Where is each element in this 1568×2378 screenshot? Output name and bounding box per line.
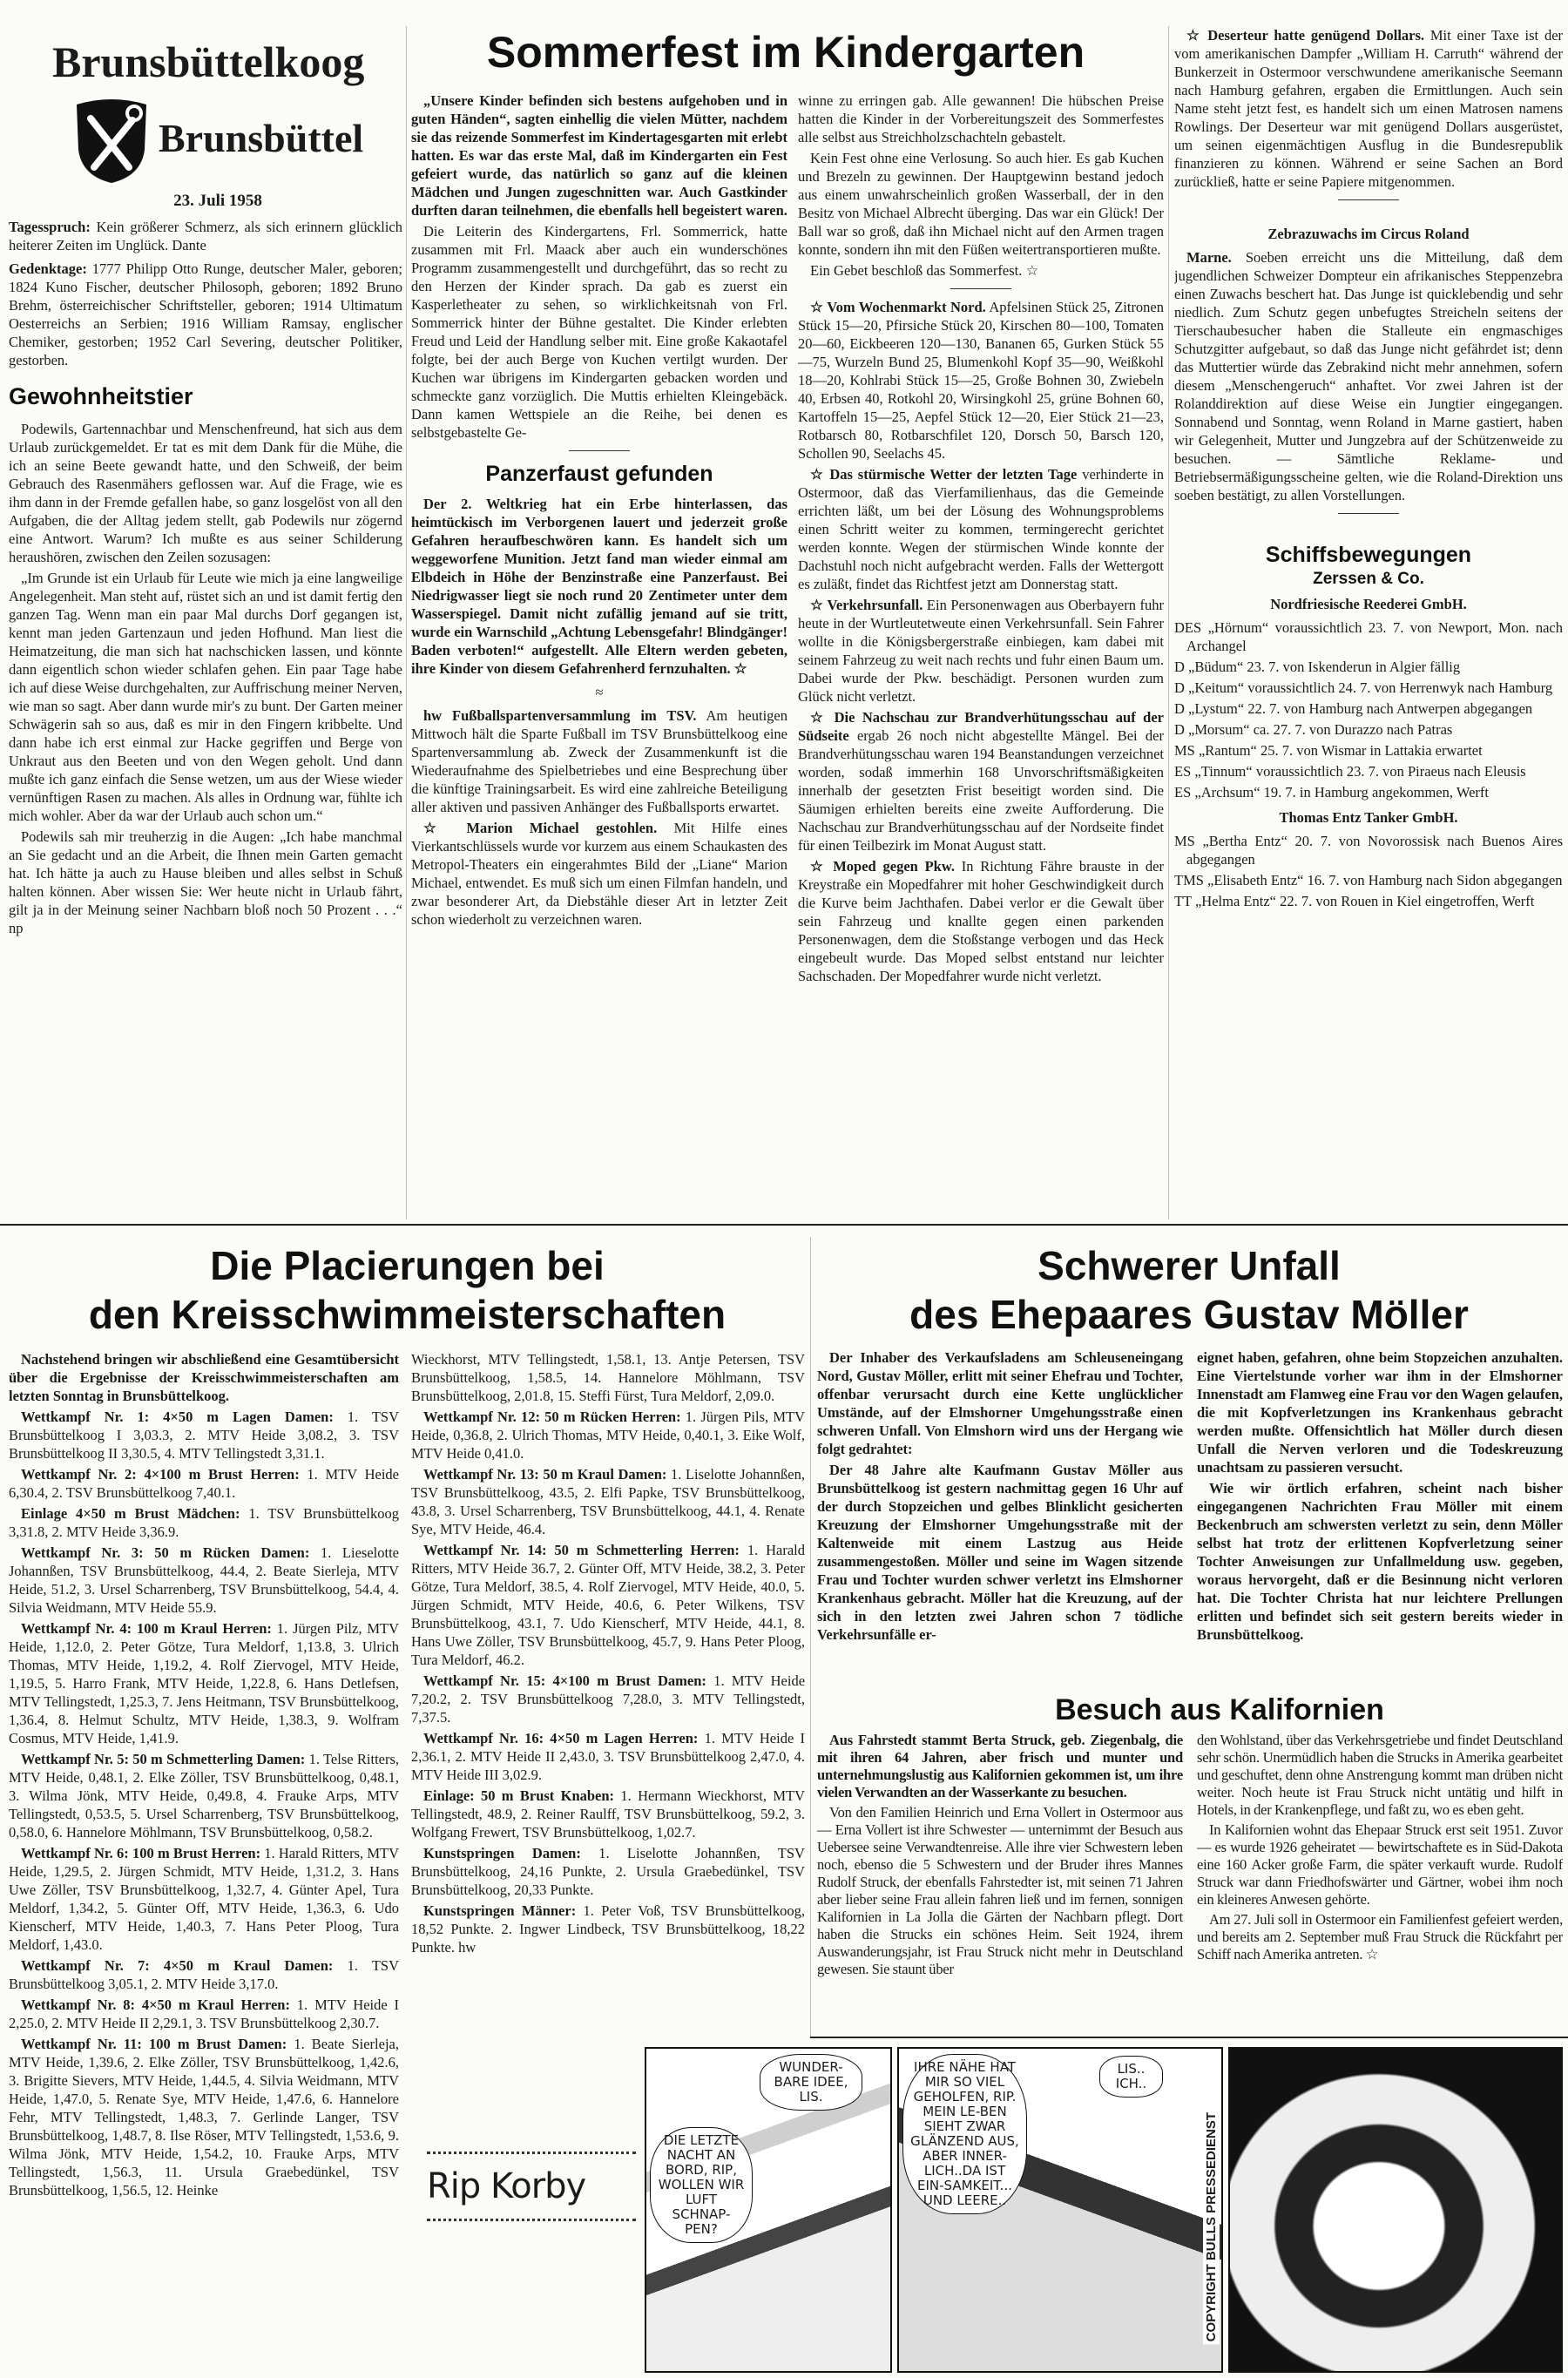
section-divider xyxy=(0,1224,1568,1226)
event-results: 1. TSV Brunsbüttelkoog I 3,03.3, 2. MTV Heide 3,08.2, 3. TSV Brunsbüttelkoog II 3,30.5, 4. MTV Tellingstedt 3,31.1. xyxy=(9,1409,399,1462)
ship-entry: TT „Helma Entz“ 22. 7. von Rouen in Kiel eingetroffen, Werft xyxy=(1174,893,1535,909)
ornament-rule xyxy=(427,2219,636,2221)
article-title-zebra: Zebrazuwachs im Circus Roland xyxy=(1267,226,1470,242)
column-1 xyxy=(9,218,402,1215)
event-title: Einlage 4×50 m Brust Mädchen: xyxy=(21,1505,240,1522)
coat-of-arms-icon xyxy=(71,98,152,185)
ship-entry: TMS „Elisabeth Entz“ 16. 7. von Hamburg nach Sidon abgegangen xyxy=(1174,872,1563,888)
headline-line: den Kreisschwimmeisterschaften xyxy=(88,1292,727,1337)
event-title: Wettkampf Nr. 16: 4×50 m Lagen Herren: xyxy=(423,1730,699,1746)
event-results: 1. Liselotte Johannßen, TSV Brunsbüttelkoog, 24,16 Punkte, 2. Ursula Graebedünkel, TSV Brunsbüttelkoog, 20,33 Punkte. xyxy=(411,1845,805,1898)
ship-entry: ES „Tinnum“ voraussichtlich 23. 7. von Piraeus nach Eleusis xyxy=(1174,763,1526,780)
ship-entry: D „Büdum“ 23. 7. von Iskenderun in Algier fällig xyxy=(1174,659,1461,675)
dateline: Marne. xyxy=(1186,249,1232,266)
event-title: Wettkampf Nr. 5: 50 m Schmetterling Damen: xyxy=(21,1751,306,1767)
event-title: Wettkampf Nr. 3: 50 m Rücken Damen: xyxy=(21,1544,310,1561)
brief-text: ergab 26 noch nicht abgestellte Mängel. Bei der Brandverhütungsschau waren 194 Beanstandungen verzeichnet worden, sodaß immerhin 168 Unvorschriftsmäßigkeiten innerhalb der gesetzten Frist beseitigt worden sind. Die Säumigen erhielten bereits eine zweite Aufforderung. Die Nachschau zur Brandverhütungsschau auf der Nordseite findet für einen Teilbezirk im Monat August statt. xyxy=(798,727,1164,854)
comic-panel-3 xyxy=(1228,2047,1563,2373)
brief-head: ☆ Vom Wochenmarkt Nord. xyxy=(810,299,986,315)
column-3 xyxy=(798,91,1164,1215)
comic-title-block xyxy=(427,2152,636,2221)
masthead-line2: Brunsbüttel xyxy=(159,116,364,160)
paragraph: Die Leiterin des Kindergartens, Frl. Sommerrick, hatte zusammen mit Frl. Maack aber auch ein wunderschönes Programm zusammengestellt und durchgeführt, das so recht zu den Herzen der Kinder sprach. Da gab es zuerst ein Kasperletheater zu sehen, so wirklichkeitsnah von Frl. Sommerrick hinter der Bühne gestaltet. Die Kinder erlebten Freud und Leid der Handlung selber mit. Eine große Kakaotafel folgte, bei der auch Berge von Kuchen vertilgt wurden. Der Kuchen war übrigens im Kindergarten gebacken worden und schmeckte ganz vorzüglich. Die Muttis erhielten Kleingebäck. Dann kamen Wettspiele an die Reihe, bei denen es selbstgebastelte Ge- xyxy=(411,223,787,441)
brief-head: hw Fußballspartenversammlung im TSV. xyxy=(423,707,697,724)
event-results: 1. Beate Sierleja, MTV Heide, 1,39.6, 2. Elke Zöller, TSV Brunsbüttelkoog, 1,42.6, 3. Brigitte Sievers, MTV Heide, 1,44.5, 4. Silvia Weidmann, MTV Heide, 1,47.0, 5. Renate Sye, MTV Heide, 1,47.6, 6. Hannelore Fehr, MTV Tellingstedt, 1,48.3, 7. Gerlinde Langer, TSV Brunsbüttelkoog, 1,48.7, 8. Ilse Röser, MTV Tellingstedt, 1,53.6, 9. Wilma Jönk, MTV Heide, 1,54.2, 10. Frauke Arps, MTV Tellingstedt, 1,56.3, 11. Ursula Graebedünkel, TSV Brunsbüttelkoog, 1,56.5, 12. Heinke xyxy=(9,2036,399,2199)
brief-head: ☆ Das stürmische Wetter der letzten Tage xyxy=(810,466,1078,483)
paragraph: Von den Familien Heinrich und Erna Vollert in Ostermoor aus — Erna Vollert ist ihre Schwester — unternimmt der Besuch aus Uebersee seine Verwandtenreise. Alle ihre vier Schwestern leben noch, ebenso die 5 Schwestern und der Bruder ihres Mannes Rudolf Struck, der ebenfalls Fahrstedter ist, mit seinen 71 Jahren aber lieber seine Frau allein fahren ließ und im fernen, sonnigen Kalifornien in La Jolla die Gärten der Nachbarn pflegt. Dort haben die Strucks ein schönes Heim. Seit 1924, ihrem Auswanderungsjahr, ist Frau Struck nicht mehr in Deutschland gewesen. Sie staunt über xyxy=(817,1804,1183,1977)
unfall-column-b xyxy=(1197,1348,1563,1690)
paragraph: Der 48 Jahre alte Kaufmann Gustav Möller aus Brunsbüttelkoog ist gestern nachmittag gegen 16 Uhr auf der durch Stopzeichen und gelbes Blinklicht gesicherten Kreuzung der Elmshorner Umgehungsstraße mit der Kaltenweide mit einem Lastzug aus Heide zusammengestoßen. Möller und seine im Wagen sitzende Frau und Tochter wurden schwer verletzt ins Elmshorner Krankenhaus gebracht. Möller hat die Kreuzung, auf der sich in den letzten zwei Jahren schon 7 tödliche Verkehrsunfälle er- xyxy=(817,1462,1183,1643)
headline-line: des Ehepaares Gustav Möller xyxy=(909,1292,1469,1337)
event-title: Wettkampf Nr. 1: 4×50 m Lagen Damen: xyxy=(21,1409,334,1425)
paragraph: Podewils, Gartennachbar und Menschenfreund, hat sich aus dem Urlaub zurückgemeldet. Er tat es mit dem Dank für die Mühe, die ich an seine Beete gewandt hatte, und den Schweiß, der beim Gebrauch des Rasenmähers geflossen war. Auf die Frage, wie es ihm dann in der Fremde gefallen habe, so ganz losgelöst von all den Aufgaben, die der Alltag jedem stellt, gab Podewils nur zögernd eine Antwort. Warum? Ich mußte es aus seiner Schilderung heraushören, zwischen den Zeilen sozusagen: xyxy=(9,421,402,565)
brief-text: Apfelsinen Stück 25, Zitronen Stück 15—20, Pfirsiche Stück 20, Kirschen 80—100, Tomaten 20—60, Eickbeeren 120—130, Bananen 65, Gurken Stück 55—75, Wurzeln Bund 25, Blumenkohl Kopf 35—90, Weißkohl 18—20, Kohlrabi Stück 15—25, Große Bohnen 30, Zwiebeln 40, Erbsen 40, Rotkohl 20, Wirsingkohl 25, grüne Bohnen 60, Kartoffeln 15—25, Aepfel Stück 12—20, Eier Stück 21—23, Rotbarsch 80, Rotbarschfilet 120, Dorsch 50, Barsch 120, Schollen 90, Seelachs 45. xyxy=(798,299,1164,462)
section-divider xyxy=(810,2037,1568,2038)
event-title: Wettkampf Nr. 11: 100 m Brust Damen: xyxy=(21,2036,287,2052)
paragraph: Am 27. Juli soll in Ostermoor ein Familienfest gefeiert werden, und bereits am 2. September muß Frau Struck die Rückfahrt per Schiff nach Amerika antreten. ☆ xyxy=(1197,1911,1563,1963)
brief-text: Mit einer Taxe ist der vom amerikanischen Dampfer „William H. Carruth“ während der Bunkerzeit in Ostermoor verschwundene amerikanische Seemann nach Hamburg gefahren, ergaben die Ermittlungen. Auch sein Name steht jetzt fest, es handelt sich um einen Matrosen namens Rowlings. Der Deserteur war mit genügend Dollars ausgerüstet, um seinen eigenmächtigen Ausflug in die Bundesrepublik finanzieren zu können. Während er seine Sachen an Bord zurückließ, hatte er seine Papiere mitgenommen. xyxy=(1174,27,1563,190)
ship-list-1 xyxy=(1174,618,1563,801)
event-results: 1. Harald Ritters, MTV Heide 36.7, 2. Günter Off, MTV Heide, 38.2, 3. Peter Götze, Tura Meldorf, 38.5, 4. Rolf Ziervogel, MTV Heide, 40.0, 5. Jürgen Schmidt, MTV Heide, 40.6, 6. Peter Wilkens, TSV Brunsbüttelkoog, 43.1, 7. Udo Kienscherf, MTV Heide, 44.1, 8. Hans Uwe Zöller, TSV Brunsbüttelkoog, 45.7, 9. Hans Peter Ploog, Tura Meldorf, 46.2. xyxy=(411,1542,805,1668)
event-title: Kunstspringen Männer: xyxy=(423,1902,577,1919)
event-results: 1. Jürgen Pils, MTV Heide, 0,36.8, 2. Ulrich Thomas, MTV Heide, 0,40.1, 3. Eike Wolf, MTV Heide 0,41.0. xyxy=(411,1409,805,1462)
comic-title: Rip Korby xyxy=(427,2166,586,2206)
brief-text: Ein Personenwagen aus Oberbayern fuhr heute in der Wurtleutetweute einen Verkehrsunfall. Sein Fahrer wollte in die Königsbergerstraße einbiegen, kam dabei mit seinem Fahrzeug zu weit nach rechts und fuhr einen Baum um. Dabei wurde der Pkw. beschädigt. Personen wurden zum Glück nicht verletzt. xyxy=(798,597,1164,705)
comic-panel-2 xyxy=(897,2047,1223,2373)
headline-placierungen xyxy=(9,1241,806,1339)
gedenktage-text: 1777 Philipp Otto Runge, deutscher Maler, geboren; 1824 Kuno Fischer, deutscher Philosoph, geboren; 1892 Bruno Brehm, österreichischer Schriftsteller, geboren; 1914 Ultimatum Oesterreichs an Serbien; 1916 William Ramsay, englischer Chemiker, gestorben; 1952 Carl Severing, deutscher Politiker, gestorben. xyxy=(9,260,402,368)
event-results: 1. TSV Brunsbüttelkoog 3,05.1, 2. MTV Heide 3,17.0. xyxy=(9,1957,399,1992)
panzerfaust-text: Der 2. Weltkrieg hat ein Erbe hinterlassen, das heimtückisch im Verborgenen lauert und jederzeit große Gefahren heraufbeschwören kann. Es handelt sich um weggeworfene Munition. Jetzt fand man wieder einmal am Elbdeich in Höhe der Benzinstraße eine Panzerfaust. Bei Niedrigwasser liegt sie noch rund 20 Zentimeter unter dem Wasserspiegel. Damit nicht zufällig jemand auf sie tritt, wurde ein Warnschild „Achtung Lebensgefahr! Blindgänger! Baden verboten!“ aufgestellt. Alle Eltern werden gebeten, ihre Kinder von diesem Gefahrenherd fernzuhalten. ☆ xyxy=(411,496,787,677)
speech-bubble: LIS.. ICH.. xyxy=(1099,2056,1163,2098)
reederei-heading: Nordfriesische Reederei GmbH. xyxy=(1270,596,1467,612)
brief-head: ☆ Deserteur hatte genügend Dollars. xyxy=(1186,27,1425,44)
event-results: 1. Liselotte Johannßen, TSV Brunsbüttelkoog, 43.5, 2. Elfi Papke, TSV Brunsbüttelkoog, 43.8, 3. Ursel Scharrenberg, TSV Brunsbüttelkoog, 44.1, 4. Renate Sye, MTV Heide, 46.4. xyxy=(411,1466,805,1537)
ship-entry: DES „Hörnum“ voraussichtlich 23. 7. von Newport, Mon. nach Archangel xyxy=(1174,619,1563,654)
ships-subtitle: Zerssen & Co. xyxy=(1313,570,1424,588)
event-title: Wettkampf Nr. 15: 4×100 m Brust Damen: xyxy=(423,1672,706,1689)
brief-head: ☆ Die Nachschau zur Brandverhütungsschau auf der Südseite xyxy=(798,709,1164,744)
headline-sommerfest: Sommerfest im Kindergarten xyxy=(486,28,1085,77)
event-results: 1. MTV Heide 7,20.2, 2. TSV Brunsbüttelkoog 7,28.0, 3. MTV Tellingstedt, 7,37.5. xyxy=(411,1672,805,1726)
paragraph: „Im Grunde ist ein Urlaub für Leute wie mich ja eine langweilige Angelegenheit. Man steht auf, rüstet sich an und ist damit fertig den ganzen Tag. Wenn man ein paar Mal durchs Dorf gegangen ist, kennt man jeden Gartenzaun und jeden Hofhund. Man liest die Heimatzeitung, die man sich hat nachschicken lassen, und könnte dann eigentlich schon wieder schlafen gehen. Ein paar Tage habe ich auf diese Weise durchgehalten, zur Auffrischung meiner Nerven, wie man so sagt. Aber dann wurde mir's zu bunt. Der Garten meiner Schwägerin sah so aus, daß es mir in den Fingern kribbelte. Und dann habe ich erst einmal zur Hacke gegriffen und Berge von Unkraut aus den Beeten und von den Wegen geholt. Und dann mußte ich ganz einfach die Sense wetzen, um aus der Wiese wieder vernünftigen Rasen zu machen. Als alles in Ordnung war, fühlte ich mich wohler. Aber da war der Urlaub auch schon um.“ xyxy=(9,570,402,824)
ornament-rule xyxy=(427,2152,636,2154)
event-results: 1. Jürgen Pilz, MTV Heide, 1,12.0, 2. Peter Götze, Tura Meldorf, 1,13.8, 3. Ulrich Thomas, MTV Heide, 1,19.2, 4. Rolf Ziervogel, MTV Heide, 1,19.5, 5. Harro Frank, MTV Heide, 1,22.8, 6. Hans Detlefsen, MTV Tellingstedt, 1,25.3, 7. Jens Heitmann, TSV Brunsbüttelkoog, 1,36.4, 8. Helmut Schultz, MTV Heide, 1,38.3, 9. Wolfram Cosmus, MTV Heide, 1,41.9. xyxy=(9,1620,399,1746)
event-title: Wettkampf Nr. 8: 4×50 m Kraul Herren: xyxy=(21,1996,290,2013)
column-divider xyxy=(406,26,407,1219)
brief-text: Mit Hilfe eines Vierkantschlüssels wurde vor kurzem aus einem Schaukasten des Metropol-Theaters ein eingerahmtes Bild der „Liane“ Marion Michael, entwendet. Es muß sich um einen Filmfan handeln, und zwar besonderer Art, da Diebstähle dieser Art in letzter Zeit schon wiederholt zu verzeichnen waren. xyxy=(411,820,787,928)
tagesspruch-text: Kein größerer Schmerz, als sich erinnern glücklich heiterer Zeiten im Unglück. Dante xyxy=(9,219,402,253)
swim-column-b xyxy=(411,1350,805,2108)
event-title: Wettkampf Nr. 2: 4×100 m Brust Herren: xyxy=(21,1466,300,1483)
column-2 xyxy=(411,91,787,1215)
besuch-column-a xyxy=(817,1732,1183,2032)
reederei-heading: Thomas Entz Tanker GmbH. xyxy=(1279,809,1458,826)
swim-column-a xyxy=(9,1350,399,2374)
event-results: 1. Telse Ritters, MTV Heide, 0,48.1, 2. Elke Zöller, TSV Brunsbüttelkoog, 0,48.1, 3. Wilma Jönk, MTV Heide, 0,49.8, 4. Frauke Arps, MTV Tellingstedt, 0,53.5, 5. Ursel Scharrenberg, TSV Brunsbüttelkoog, 0,58.0, 6. Hannelore Möhlmann, TSV Brunsbüttelkoog, 0,58.2. xyxy=(9,1751,399,1841)
headline-line: Schwerer Unfall xyxy=(1037,1243,1341,1288)
unfall-column-a xyxy=(817,1348,1183,1690)
brief-text: verhinderte in Ostermoor, daß das Vierfamilienhaus, das die Gemeinde errichten läßt, um bei der Lösung des Wohnungsproblems einen Schritt weiter zu kommen, termingerecht gerichtet werden konnte. Wegen der stürmischen Winde konnte der Dachstuhl noch nicht aufgebracht werden. Falls der Wettergott es zuläßt, findet das Richtfest jetzt am Donnerstag statt. xyxy=(798,466,1164,592)
speech-bubble: WUNDER-BARE IDEE, LIS. xyxy=(760,2054,862,2111)
event-title: Wettkampf Nr. 4: 100 m Kraul Herren: xyxy=(21,1620,272,1637)
paragraph: eignet haben, gefahren, ohne beim Stopzeichen anzuhalten. Eine Viertelstunde vorher war ihm in der Elmshorner Innenstadt am Flamweg eine Frau vor den Wagen gelaufen, die mit Kopfverletzungen ins Krankenhaus gebracht werden mußte. Offensichtlich hat Möller durch diesen Unfall die Nerven verloren und die Todeskreuzung unachtsam zu passieren versucht. xyxy=(1197,1349,1563,1476)
event-title: Kunstspringen Damen: xyxy=(423,1845,581,1861)
comic-panel-1 xyxy=(645,2047,892,2373)
event-title: Wettkampf Nr. 13: 50 m Kraul Damen: xyxy=(423,1466,667,1483)
event-title: Wettkampf Nr. 14: 50 m Schmetterling Herren: xyxy=(423,1542,740,1558)
brief-text: Am heutigen Mittwoch hält die Sparte Fußball im TSV Brunsbüttelkoog eine Spartenversammlung ab. Zweck der Zusammenkunft ist die Wiederaufnahme des Spielbetriebes und eine Besprechung über die künftige Trainingsarbeit. Es wird eine zahlreiche Beteiligung aller aktiven und passiven Anhänger des Fußballsports erwartet. xyxy=(411,707,787,815)
ship-entry: ES „Archsum“ 19. 7. in Hamburg angekommen, Werft xyxy=(1174,784,1489,801)
ship-entry: D „Lystum“ 22. 7. von Hamburg nach Antwerpen abgegangen xyxy=(1174,700,1533,717)
column-divider xyxy=(1168,26,1169,1219)
headline-unfall xyxy=(814,1241,1564,1339)
paragraph: winne zu erringen gab. Alle gewannen! Die hübschen Preise hatten die Kinder in der Vorbereitungszeit des Sommerfestes alle selbst aus Streichholzschachteln gebastelt. xyxy=(798,92,1164,145)
event-results: 1. Harald Ritters, MTV Heide, 1,29.5, 2. Jürgen Schmidt, MTV Heide, 1,31.2, 3. Hans Uwe Zöller, TSV Brunsbüttelkoog, 1,32.7, 4. Günter Apel, Tura Meldorf, 1,34.2, 5. Günter Off, MTV Heide, 1,36.3, 6. Udo Kienscherf, MTV Heide, 1,40.3, 7. Hans Peter Ploog, Tura Meldorf, 1,43.0. xyxy=(9,1845,399,1953)
headline-line: Die Placierungen bei xyxy=(210,1243,605,1288)
paragraph: Der Inhaber des Verkaufsladens am Schleuseneingang Nord, Gustav Möller, erlitt mit seiner Ehefrau und Tochter, offenbar verursacht durch eine Kette unglücklicher Umstände, auf der Elmshorner Umgehungsstraße einen schweren Unfall. Von Elmshorn wird uns der Hergang wie folgt gedrahtet: xyxy=(817,1349,1183,1457)
column-divider xyxy=(810,1237,811,2038)
event-title: Wettkampf Nr. 6: 100 m Brust Herren: xyxy=(21,1845,261,1861)
gedenktage-label: Gedenktage: xyxy=(9,260,87,277)
event-results: Wieckhorst, MTV Tellingstedt, 1,58.1, 13. Antje Petersen, TSV Brunsbüttelkoog, 1,58.5, 14. Hannelore Möhlmann, TSV Brunsbüttelkoog, 2,01.8, 15. Steffi Fürst, Tura Meldorf, 2,09.0. xyxy=(411,1351,805,1404)
event-results: 1. Hermann Wieckhorst, MTV Tellingstedt, 48.9, 2. Reiner Raulff, TSV Brunsbüttelkoog, 59.2, 3. Wolfgang Frewert, TSV Brunsbüttelkoog, 1,02.7. xyxy=(411,1787,805,1841)
copyright-notice: COPYRIGHT BULLS PRESSEDIENST xyxy=(1203,2110,1220,2344)
event-title: Einlage: 50 m Brust Knaben: xyxy=(423,1787,615,1804)
event-results: 1. MTV Heide 6,30.4, 2. TSV Brunsbüttelkoog 7,40.1. xyxy=(9,1466,399,1501)
article-title-panzerfaust: Panzerfaust gefunden xyxy=(485,462,713,486)
event-title: Wettkampf Nr. 12: 50 m Rücken Herren: xyxy=(423,1409,681,1425)
article-title-schiffsbewegungen: Schiffsbewegungen xyxy=(1265,543,1472,567)
masthead xyxy=(35,35,401,218)
article-title-gewohnheitstier: Gewohnheitstier xyxy=(9,383,193,409)
sommerfest-lead: „Unsere Kinder befinden sich bestens aufgehoben und in guten Händen“, sagten einhellig die vielen Mütter, nachdem sie das reizende Sommerfest im Kindertagesgarten mit erlebt hatten. Es war das erste Mal, daß im Kindergarten ein Fest gefeiert wurde, das natürlich so ganz auf die kleinen Mädchen und Jungen zugeschnitten war. Auch Gastkinder durften daran teilnehmen, die ebenfalls hell begeistert waren. xyxy=(411,92,787,219)
event-results: 1. MTV Heide I 2,36.1, 2. MTV Heide II 2,43.0, 3. TSV Brunsbüttelkoog 2,47.0, 4. MTV Heide III 3,02.9. xyxy=(411,1730,805,1783)
column-5 xyxy=(1174,26,1563,1219)
swim-intro: Nachstehend bringen wir abschließend eine Gesamtübersicht über die Ergebnisse der Kreisschwimmeisterschaften am letzten Sonntag in Brunsbüttelkoog. xyxy=(9,1351,399,1404)
speech-bubble: IHRE NÄHE HAT MIR SO VIEL GEHOLFEN, RIP. MEIN LE-BEN SIEHT ZWAR GLÄNZEND AUS, ABER INNER-LICH..DA IST EIN-SAMKEIT... UND LEERE.. xyxy=(902,2054,1027,2214)
event-results: 1. Lieselotte Johannßen, TSV Brunsbüttelkoog, 44.4, 2. Beate Sierleja, MTV Heide, 51.2, 3. Ursel Scharrenberg, TSV Brunsbüttelkoog, 54.4, 4. Silvia Weidmann, MTV Heide 55.9. xyxy=(9,1544,399,1616)
ornament-divider: ≈ xyxy=(595,684,604,700)
paragraph: Ein Gebet beschloß das Sommerfest. ☆ xyxy=(810,262,1039,279)
besuch-lead: Aus Fahrstedt stammt Berta Struck, geb. Ziegenbalg, die mit ihren 64 Jahren, aber frisch und munter und unternehmungslustig aus Kalifornien gekommen ist, um ihre vielen Verwandten an der Wasserkante zu besuchen. xyxy=(817,1732,1183,1800)
event-results: 1. Peter Voß, TSV Brunsbüttelkoog, 18,52 Punkte. 2. Ingwer Lindbeck, TSV Brunsbüttelkoog, 18,22 Punkte. hw xyxy=(411,1902,805,1956)
besuch-column-b xyxy=(1197,1732,1563,2032)
ship-entry: MS „Rantum“ 25. 7. von Wismar in Lattakia erwartet xyxy=(1174,742,1483,759)
paragraph: Podewils sah mir treuherzig in die Augen: „Ich habe manchmal an Sie gedacht und an die Arbeit, die Ihnen mein Garten gemacht hat. Ich hätte ja auch zu Hause bleiben und alles selbst in Schuß halten können. Aber wissen Sie: Wer heute nicht in Urlaub fährt, gilt ja in der Meinung seiner Nachbarn bloß noch 50 Prozent . . .“ np xyxy=(9,828,402,936)
paragraph: Wie wir örtlich erfahren, scheint nach bisher eingegangenen Nachrichten Frau Möller mit einem Beckenbruch am schwersten verletzt zu sein, denn Möller selbst hat trotz der erlittenen Kopfverletzung seiner Tochter Anweisungen zur Unfallmeldung usw. gegeben, woraus hervorgeht, daß er die Besinnung nicht verloren hat. Die Tochter Christa hat nur leichtere Prellungen erlitten und befindet sich seit gestern bereits wieder in Brunsbüttelkoog. xyxy=(1197,1480,1563,1643)
event-title: Wettkampf Nr. 7: 4×50 m Kraul Damen: xyxy=(21,1957,334,1974)
brief-text: In Richtung Fähre brauste in der Kreystraße ein Mopedfahrer mit hoher Geschwindigkeit durch die Kurve beim Jachthafen. Dabei verlor er die Gewalt über sein Fahrzeug und knallte gegen einen parkenden Personenwagen, dem die Stoßstange verbogen und das Heck eingebeult wurde. Das Moped selbst entstand nur leichter Sachschaden. Der Mopedfahrer wurde nicht verletzt. xyxy=(798,858,1164,984)
headline-besuch: Besuch aus Kalifornien xyxy=(1055,1693,1384,1726)
event-results: 1. TSV Brunsbüttelkoog 3,31.8, 2. MTV Heide 3,36.9. xyxy=(9,1505,399,1540)
brief-head: ☆ Marion Michael gestohlen. xyxy=(423,820,658,836)
paragraph: In Kalifornien wohnt das Ehepaar Struck erst seit 1951. Zuvor — es wurde 1926 geheiratet — bewirtschaftete es in Süd-Dakota eine 160 Acker große Farm, die später verkauft wurde. Rudolf Struck war dann Friedhofswärter und Gärtner, wobei ihm noch ein kleineres Anwesen gehörte. xyxy=(1197,1821,1563,1908)
speech-bubble: DIE LETZTE NACHT AN BORD, RIP, WOLLEN WIR LUFT SCHNAP-PEN? xyxy=(650,2127,753,2243)
ship-entry: D „Keitum“ voraussichtlich 24. 7. von Herrenwyk nach Hamburg xyxy=(1174,679,1553,696)
paragraph: Soeben erreicht uns die Mitteilung, daß dem jugendlichen Schweizer Dompteur ein afrikanisches Steppenzebra einen Zuwachs beschert hat. Das Junge ist quicklebendig und sehr niedlich. Zum Schutz gegen unbefugtes Streicheln seitens der Tierschaubesucher haben die Stalleute ein engmaschiges Schutzgitter aufgebaut, so daß das Junge nicht gefährdet ist; denn das Muttertier würde das Zebrakind nicht mehr annehmen, sofern diesem „Menschengeruch“ anhaftet. Vor zwei Jahren ist der Rolanddirektion auf diese Weise ein Jungtier eingegangen. Sonnabend und Sonntag, wenn Roland in Marne gastiert, haben wir Gelegenheit, Mutter und Jungzebra auf der Schützenweide zu besuchen. — Sämtliche Reklame- und Betriebsermäßigungsscheine gelten, wie die Roland-Direktion uns soeben bestätigt, zu allen Vorstellungen. xyxy=(1174,249,1563,503)
ship-entry: MS „Bertha Entz“ 20. 7. von Novorossisk nach Buenos Aires abgegangen xyxy=(1174,833,1563,868)
event-results: 1. MTV Heide I 2,25.0, 2. MTV Heide II 2,29.1, 3. TSV Brunsbüttelkoog 2,30.7. xyxy=(9,1996,399,2031)
brief-head: ☆ Verkehrsunfall. xyxy=(810,597,923,613)
masthead-line1: Brunsbüttelkoog xyxy=(52,37,365,86)
ship-list-2 xyxy=(1174,832,1563,910)
ship-entry: D „Morsum“ ca. 27. 7. von Durazzo nach Patras xyxy=(1174,721,1453,738)
brief-head: ☆ Moped gegen Pkw. xyxy=(810,858,955,875)
paragraph: den Wohlstand, über das Verkehrsgetriebe und findet Deutschland sehr schön. Unermüdlich haben die Strucks in Amerika gearbeitet und geschuftet, denn ohne Anstrengung kommt man drüben nicht weiter. Noch heute ist Frau Struck nicht untätig und hilft in Hotels, in der Krankenpflege, und faßt zu, wo es eben geht. xyxy=(1197,1732,1563,1818)
tagesspruch-label: Tagesspruch: xyxy=(9,219,91,235)
paragraph: Kein Fest ohne eine Verlosung. So auch hier. Es gab Kuchen und Brezeln zu gewinnen. Der Hauptgewinn bestand jedoch aus einem unwahrscheinlich großen Wasserball, der in den Besitz von Michael Albrecht überging. Das war ein Glück! Der Ball war so groß, daß ihn Michael nicht auf den Armen tragen konnte, sondern ihn mit den Füßen weitertransportieren mußte. xyxy=(798,150,1164,258)
date-line: 23. Juli 1958 xyxy=(173,192,262,210)
